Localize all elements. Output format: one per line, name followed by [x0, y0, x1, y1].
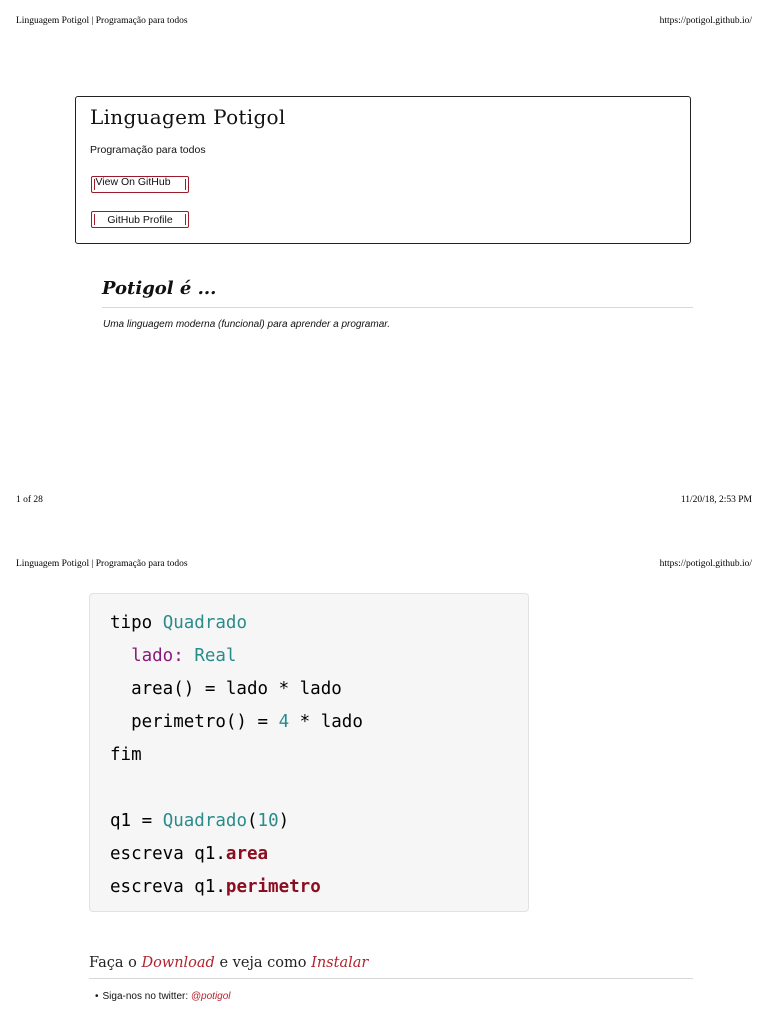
twitter-handle-link[interactable]: @potigol	[190, 991, 231, 1002]
code-token	[184, 646, 195, 666]
print-header-title-page2: Linguagem Potigol | Programação para todos	[16, 559, 188, 569]
code-token: escreva q1.	[110, 877, 226, 897]
code-token: fim	[110, 745, 142, 765]
print-footer-datetime: 11/20/18, 2:53 PM	[680, 495, 752, 505]
code-token: * lado	[289, 712, 363, 732]
code-token: Quadrado	[162, 811, 247, 831]
bullet-icon: •	[95, 991, 99, 1002]
code-line	[110, 611, 528, 644]
github-profile-label: GitHub Profile	[107, 214, 173, 226]
code-token: escreva q1.	[110, 844, 226, 864]
twitter-label: Siga-nos no twitter:	[102, 991, 191, 1002]
code-block	[89, 593, 529, 912]
code-token: area	[225, 844, 269, 864]
code-line	[110, 743, 528, 776]
print-header-url-page2: https://potigol.github.io/	[659, 559, 752, 569]
install-link[interactable]: Instalar	[311, 955, 369, 971]
code-token: q1 =	[110, 811, 163, 831]
print-header-title: Linguagem Potigol | Programação para todos	[16, 16, 188, 26]
print-footer-page: 1 of 28	[16, 495, 43, 505]
code-token	[110, 646, 131, 666]
site-header-box	[75, 96, 691, 244]
download-middle: e veja como	[214, 955, 312, 971]
code-token: perimetro() =	[110, 712, 279, 732]
site-title: Linguagem Potigol	[90, 105, 286, 129]
print-header-url: https://potigol.github.io/	[659, 16, 752, 26]
code-line	[110, 842, 528, 875]
code-token: 4	[278, 712, 290, 732]
code-token: )	[278, 811, 290, 831]
heading-divider	[102, 307, 693, 308]
code-line	[110, 710, 528, 743]
code-token: (	[246, 811, 258, 831]
code-token: tipo	[110, 613, 163, 633]
code-line	[110, 677, 528, 710]
code-token: perimetro	[225, 877, 321, 897]
code-line	[110, 644, 528, 677]
view-on-github-button[interactable]	[91, 176, 189, 193]
download-link[interactable]: Download	[141, 955, 215, 971]
view-on-github-label: View On GitHub	[95, 176, 171, 188]
code-line	[110, 776, 528, 809]
code-line	[110, 809, 528, 842]
twitter-list-item	[95, 991, 231, 1002]
section-heading: Potigol é ...	[102, 278, 217, 299]
download-divider	[89, 978, 693, 979]
intro-text: Uma linguagem moderna (funcional) para aprender a programar.	[103, 319, 391, 330]
site-subtitle: Programação para todos	[90, 144, 206, 156]
code-token: area() = lado * lado	[110, 679, 342, 699]
code-line	[110, 875, 528, 908]
download-prefix: Faça o	[89, 955, 142, 971]
download-line	[89, 955, 368, 971]
code-token: lado:	[131, 646, 184, 666]
code-token: Real	[194, 646, 237, 666]
code-token: 10	[257, 811, 279, 831]
github-profile-button[interactable]	[91, 211, 189, 228]
code-token: Quadrado	[162, 613, 247, 633]
